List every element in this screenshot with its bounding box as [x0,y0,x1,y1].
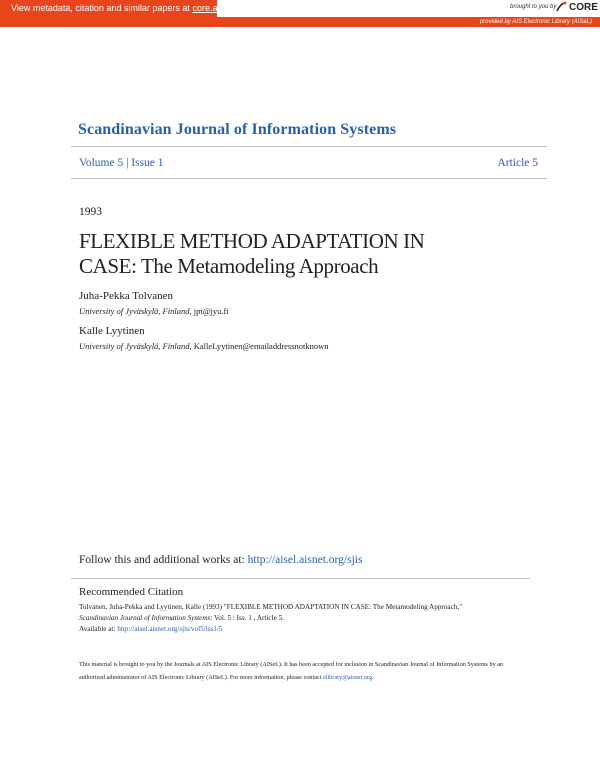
core-view-metadata-link[interactable] [0,0,234,17]
article-link[interactable]: Article 5 [497,157,538,169]
paper-title-line-2: CASE: The Metamodeling Approach [79,254,379,278]
author-affiliation-2-institution: University of Jyväskylä, Finland [79,341,190,351]
issue-link[interactable]: Issue 1 [131,157,164,169]
core-banner [0,0,600,27]
follow-line [79,554,362,566]
core-logo[interactable] [555,1,598,13]
author-name-1[interactable]: Juha-Pekka Tolvanen [79,290,174,302]
core-view-text: View metadata, citation and similar papers at [11,3,193,13]
citation-line-2 [79,613,539,624]
core-logo-icon [555,1,567,13]
author-email-2: KalleLyytinen@emailaddressnotknown [193,341,329,351]
volume-link[interactable]: Volume 5 [79,157,124,169]
contact-email-link[interactable]: elibrary@aisnet.org [322,673,373,681]
citation-line-3 [79,624,539,635]
top-divider [71,146,547,147]
volume-issue [79,157,164,169]
issue-divider [71,178,547,179]
core-logo-text: CORE [569,1,598,13]
follow-link[interactable]: http://aisel.aisnet.org/sjis [247,554,363,566]
citation-link[interactable]: http://aisel.aisnet.org/sjis/vol5/iss1/5 [117,625,223,633]
recommended-citation-heading: Recommended Citation [79,586,184,598]
journal-title[interactable]: Scandinavian Journal of Information Systems [78,121,397,138]
author-affiliation-1: University of Jyväskylä, Finland, jpt@jyu.fi [79,306,229,316]
footer-end: . [372,673,374,681]
follow-text: Follow this and additional works at: [79,554,248,566]
follow-divider [71,578,530,579]
author-name-2[interactable]: Kalle Lyytinen [79,325,145,337]
footer-notice [79,659,529,684]
author-affiliation-1-institution: University of Jyväskylä, Finland [79,306,190,316]
brought-by-text: brought to you by [510,4,557,10]
citation-volume: : Vol. 5 : Iss. 1 , Article 5. [210,614,284,622]
footer-text: This material is brought to you by the Journals at AIS Electronic Library (AISeL). It has been accepted for inclusion in Scandinavian Journal of Information Systems by an authorized administrator of AIS Electronic Library (AISeL). For more information, please contact [79,661,504,681]
publication-year: 1993 [79,206,102,218]
provided-by-text: provided by AIS Electronic Library (AISeL) [0,17,600,27]
citation-journal: Scandinavian Journal of Information Systems [79,614,211,622]
core-ac-uk-link[interactable]: core.ac.uk [192,3,234,13]
paper-title-line-1: FLEXIBLE METHOD ADAPTATION IN [79,229,425,253]
author-email-1: jpt@jyu.fi [193,306,229,316]
paper-title[interactable] [79,229,499,279]
issue-separator: | [123,157,132,169]
available-at-label: Available at: [79,625,118,633]
recommended-citation [79,602,539,635]
citation-line-1: Tolvanen, Juha-Pekka and Lyytinen, Kalle (1993) "FLEXIBLE METHOD ADAPTATION IN CASE: The Metamodeling Approach," [79,603,463,611]
author-affiliation-2: University of Jyväskylä, Finland, KalleLyytinen@emailaddressnotknown [79,341,329,351]
